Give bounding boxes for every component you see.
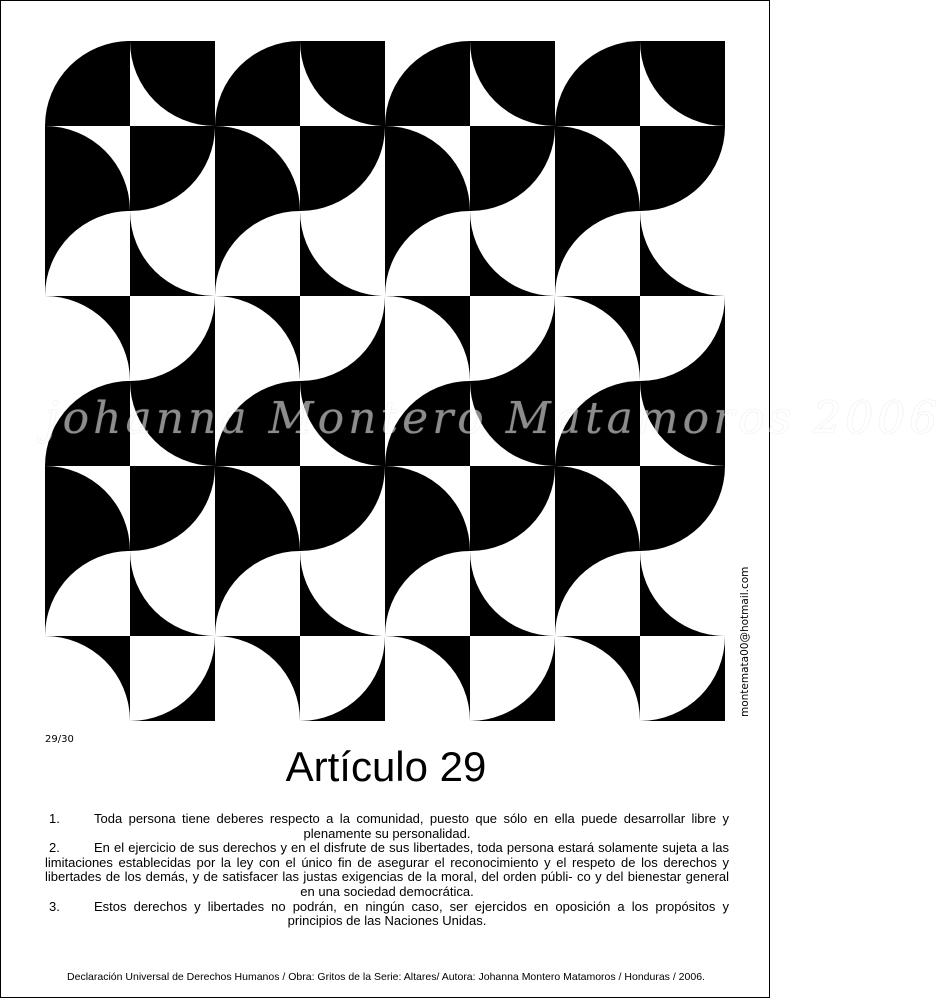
pattern-tile bbox=[130, 381, 215, 466]
pattern-tile bbox=[555, 466, 640, 551]
pattern-tile bbox=[555, 126, 640, 211]
pattern-tile bbox=[215, 296, 300, 381]
pattern-tile bbox=[300, 636, 385, 721]
paragraph-number: 3. bbox=[49, 898, 60, 914]
pattern-tile bbox=[45, 126, 130, 211]
pattern-tile bbox=[640, 381, 725, 466]
pattern-tile bbox=[385, 551, 470, 636]
pattern-tile bbox=[45, 381, 130, 466]
pattern-tile bbox=[45, 211, 130, 296]
artist-signature: johanna Montero Matamoros 2006 bbox=[45, 393, 941, 444]
pattern-tile bbox=[640, 636, 725, 721]
pattern-tile bbox=[555, 381, 640, 466]
pattern-tile bbox=[215, 211, 300, 296]
pattern-tile bbox=[130, 466, 215, 551]
pattern-tile bbox=[215, 466, 300, 551]
pattern-tile bbox=[555, 296, 640, 381]
article-paragraphs bbox=[45, 812, 729, 929]
pattern-tile bbox=[300, 381, 385, 466]
pattern-tile bbox=[470, 551, 555, 636]
paragraph-number: 1. bbox=[49, 811, 60, 826]
pattern-tile bbox=[300, 126, 385, 211]
pattern-tile bbox=[130, 296, 215, 381]
pattern-tile bbox=[385, 211, 470, 296]
paragraph-3 bbox=[45, 900, 729, 929]
pattern-tile bbox=[640, 41, 725, 126]
pattern-tile bbox=[45, 636, 130, 721]
pattern-tile bbox=[300, 466, 385, 551]
paragraph-text: Toda persona tiene deberes respecto a la comunidad, puesto que sólo en ella puede desarrollar libre y plenamente su personalidad. bbox=[94, 811, 729, 841]
pattern-tile bbox=[215, 381, 300, 466]
paragraph-text: En el ejercicio de sus derechos y en el disfrute de sus libertades, toda persona estará solamente sujeta a las limitaciones establecidas por la ley con el único fin de asegurar el reconocimiento y el respeto de los derechos y libertades de los demás, y de satisfacer las justas exigencias de la moral, del orden públi- co y del bienestar general en una sociedad democrática. bbox=[45, 840, 729, 899]
pattern-tile bbox=[470, 466, 555, 551]
pattern-tile bbox=[640, 296, 725, 381]
pattern-tile bbox=[470, 636, 555, 721]
pattern-tile bbox=[640, 551, 725, 636]
pattern-tile bbox=[130, 41, 215, 126]
pattern-tile bbox=[300, 296, 385, 381]
pattern-tile bbox=[555, 211, 640, 296]
pattern-tile bbox=[385, 466, 470, 551]
pattern-tile bbox=[385, 296, 470, 381]
paragraph-2 bbox=[45, 841, 729, 899]
pattern-tile bbox=[555, 41, 640, 126]
pattern-tile bbox=[385, 41, 470, 126]
pattern-tile bbox=[555, 636, 640, 721]
paragraph-number: 2. bbox=[49, 840, 60, 856]
pattern-tile bbox=[215, 636, 300, 721]
pattern-tile bbox=[470, 41, 555, 126]
footer-credits: Declaración Universal de Derechos Humanos / Obra: Gritos de la Serie: Altares/ Autora: Johanna Montero Matamoros / Honduras / 2006. bbox=[67, 971, 705, 983]
pattern-tile bbox=[385, 381, 470, 466]
pattern-tile bbox=[300, 211, 385, 296]
pattern-tile bbox=[300, 41, 385, 126]
pattern-tile bbox=[470, 126, 555, 211]
article-title: Artículo 29 bbox=[285, 743, 487, 790]
pattern-tile bbox=[470, 211, 555, 296]
paragraph-text: Estos derechos y libertades no podrán, en ningún caso, ser ejercidos en oposición a los propósitos y principios de las Naciones Unidas. bbox=[94, 898, 729, 929]
pattern-tile bbox=[640, 126, 725, 211]
contact-email: montemata00@hotmail.com bbox=[739, 566, 751, 717]
pattern-tile bbox=[470, 296, 555, 381]
pattern-tile bbox=[215, 126, 300, 211]
pattern-tile bbox=[130, 126, 215, 211]
page-number: 29/30 bbox=[45, 734, 74, 745]
pattern-tile bbox=[300, 551, 385, 636]
pattern-tile bbox=[385, 636, 470, 721]
pattern-tile bbox=[130, 551, 215, 636]
pattern-tile bbox=[215, 41, 300, 126]
pattern-tile bbox=[45, 296, 130, 381]
pattern-tile bbox=[555, 551, 640, 636]
paragraph-1 bbox=[45, 812, 729, 841]
pattern-tile bbox=[130, 211, 215, 296]
pattern-tile bbox=[640, 211, 725, 296]
pattern-tile bbox=[470, 381, 555, 466]
pattern-tile bbox=[45, 41, 130, 126]
pattern-tile bbox=[45, 551, 130, 636]
pattern-tile bbox=[640, 466, 725, 551]
pattern-tile bbox=[130, 636, 215, 721]
pattern-tile bbox=[385, 126, 470, 211]
pattern-tile bbox=[45, 466, 130, 551]
pattern-tile bbox=[215, 551, 300, 636]
